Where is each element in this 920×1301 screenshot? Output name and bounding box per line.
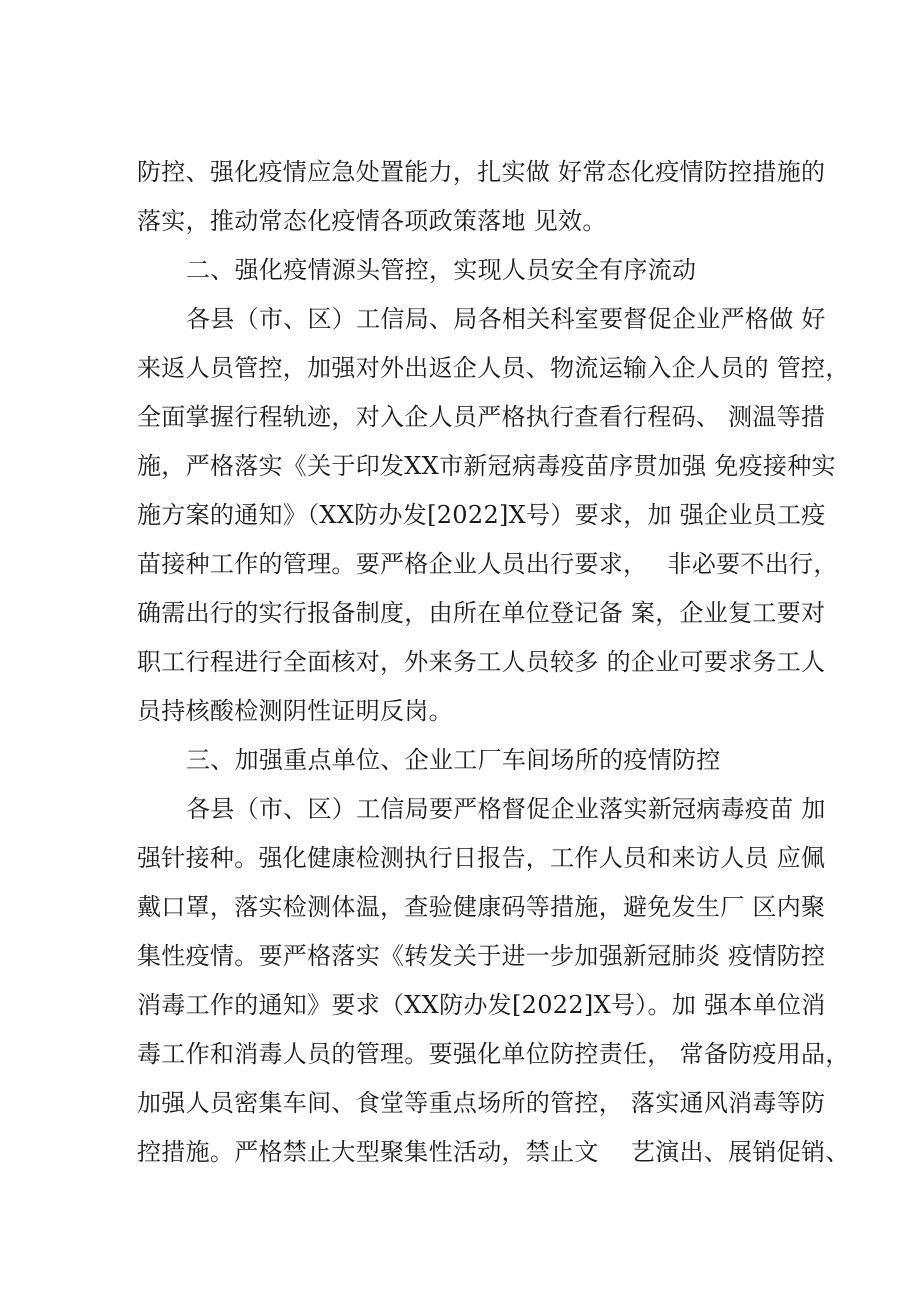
body-text-line: 确需出行的实行报备制度，由所在单位登记备 案，企业复工要对 [137,599,826,627]
body-text-line: 全面掌握行程轨迹，对入企人员严格执行查看行程码、 测温等措 [137,403,826,431]
body-text-line: 职工行程进行全面核对，外来务工人员较多 的企业可要求务工人 [137,648,826,676]
section-heading: 二、强化疫情源头管控，实现人员安全有序流动 [186,256,697,284]
body-text-line: 戴口罩，落实检测体温，查验健康码等措施，避免发生厂 区内聚 [137,893,826,921]
body-text-line: 消毒工作的通知》要求（XX防办发[2022]X号）。加 强本单位消 [137,991,826,1019]
section-heading: 三、加强重点单位、企业工厂车间场所的疫情防控 [186,746,721,774]
body-text-line: 控措施。严格禁止大型聚集性活动，禁止文 艺演出、展销促销、 [137,1138,850,1166]
body-text-line: 各县（市、区）工信局、局各相关科室要督促企业严格做 好 [186,305,826,333]
body-text-line: 防控、强化疫情应急处置能力，扎实做 好常态化疫情防控措施的 [137,158,826,186]
body-text-line: 毒工作和消毒人员的管理。要强化单位防控责任， 常备防疫用品， [137,1040,850,1068]
body-text-line: 苗接种工作的管理。要严格企业人员出行要求， 非必要不出行， [137,550,838,578]
body-text-line: 来返人员管控，加强对外出返企人员、物流运输入企人员的 管控， [137,354,850,382]
body-text-line: 各县（市、区）工信局要严格督促企业落实新冠病毒疫苗 加 [186,795,826,823]
body-text-line: 集性疫情。要严格落实《转发关于进一步加强新冠肺炎 疫情防控 [137,942,826,970]
body-text-line: 施方案的通知》（XX防办发[2022]X号）要求，加 强企业员工疫 [137,501,826,529]
body-text-line: 强针接种。强化健康检测执行日报告，工作人员和来访人员 应佩 [137,844,826,872]
body-text-line: 落实，推动常态化疫情各项政策落地 见效。 [137,207,607,235]
body-text-line: 施，严格落实《关于印发XX市新冠病毒疫苗序贯加强 免疫接种实 [137,452,836,480]
body-text-line: 员持核酸检测阴性证明反岗。 [137,697,453,725]
body-text-line: 加强人员密集车间、食堂等重点场所的管控， 落实通风消毒等防 [137,1089,826,1117]
